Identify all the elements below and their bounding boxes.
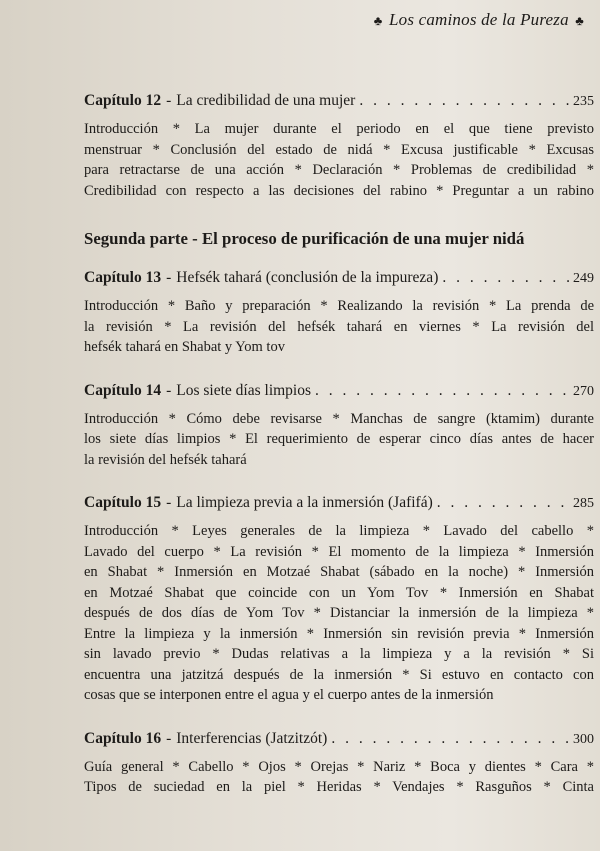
chapter-summary bbox=[84, 296, 594, 358]
summary-line: Tipos de suciedad en la piel * Heridas * Vendajes * Rasguños * Cinta bbox=[84, 779, 594, 795]
chapter-heading bbox=[84, 269, 594, 287]
chapter-title: La credibilidad de una mujer bbox=[176, 92, 356, 109]
chapter-heading bbox=[84, 92, 594, 110]
separator: - bbox=[166, 494, 172, 511]
chapter-label: Capítulo 14 bbox=[84, 381, 162, 399]
separator: - bbox=[166, 92, 172, 109]
summary-line: encuentra una jatzitzá después de la inmersión * Si estuvo en contacto con bbox=[84, 666, 594, 683]
page-number: 300 bbox=[573, 731, 594, 747]
chapter-label: Capítulo 13 bbox=[84, 269, 162, 286]
separator: - bbox=[166, 269, 172, 286]
running-header bbox=[372, 10, 586, 30]
separator: - bbox=[166, 729, 172, 747]
chapter-label: Capítulo 15 bbox=[84, 494, 162, 511]
summary-line: después de dos días de Yom Tov * Distanciar la inmersión de la limpieza * bbox=[84, 605, 594, 621]
dot-leader bbox=[359, 92, 569, 110]
toc-entry-chapter-16 bbox=[84, 730, 594, 798]
summary-line: Guía general * Cabello * Ojos * Orejas * Nariz * Boca y dientes * Cara * bbox=[84, 758, 594, 775]
chapter-label: Capítulo 16 bbox=[84, 729, 162, 747]
toc-entry-chapter-14 bbox=[84, 382, 594, 471]
chapter-title: Hefsék tahará (conclusión de la impureza) bbox=[176, 269, 439, 286]
summary-line: la revisión del hefsék tahará bbox=[84, 451, 247, 468]
page-number: 249 bbox=[573, 271, 594, 286]
ornament-left-icon: ♣ bbox=[373, 13, 383, 28]
part-heading bbox=[84, 229, 594, 249]
chapter-title: La limpieza previa a la inmersión (Jafifá) bbox=[176, 494, 433, 511]
table-of-contents bbox=[84, 92, 594, 822]
chapter-summary bbox=[84, 521, 594, 706]
chapter-heading bbox=[84, 382, 594, 400]
summary-line: para retractarse de una acción * Declaración * Problemas de credibilidad * bbox=[84, 162, 594, 178]
summary-line: Credibilidad con respecto a las decisiones del rabino * Preguntar a un rabino bbox=[84, 182, 594, 199]
dot-leader bbox=[331, 730, 569, 748]
page-number: 235 bbox=[573, 94, 594, 109]
chapter-title: Interferencias (Jatzitzót) bbox=[176, 729, 328, 747]
separator: - bbox=[166, 381, 172, 399]
summary-line: la revisión * La revisión del hefsék tahará en viernes * La revisión del bbox=[84, 318, 594, 335]
summary-line: Entre la limpieza y la inmersión * Inmersión sin revisión previa * Inmersión bbox=[84, 625, 594, 642]
ornament-right-icon: ♣ bbox=[575, 13, 584, 28]
chapter-summary bbox=[84, 757, 594, 798]
toc-entry-chapter-15 bbox=[84, 494, 594, 706]
chapter-label: Capítulo 12 bbox=[84, 92, 162, 109]
dot-leader bbox=[315, 382, 569, 400]
summary-line: en Motzaé Shabat que coincide con un Yom Tov * Inmersión en Shabat bbox=[84, 584, 594, 601]
summary-line: Introducción * Cómo debe revisarse * Manchas de sangre (ktamim) durante bbox=[84, 410, 594, 427]
dot-leader bbox=[442, 269, 569, 287]
summary-line: Lavado del cuerpo * La revisión * El momento de la limpieza * Inmersión bbox=[84, 543, 594, 560]
summary-line: menstruar * Conclusión del estado de nidá * Excusa justificable * Excusas bbox=[84, 141, 594, 158]
summary-line: en Shabat * Inmersión en Motzaé Shabat (sábado en la noche) * Inmersión bbox=[84, 564, 594, 580]
part-title: El proceso de purificación de una mujer nidá bbox=[201, 229, 525, 248]
summary-line: cosas que se interponen entre el agua y el cuerpo antes de la inmersión bbox=[84, 687, 494, 703]
part-label: Segunda parte bbox=[84, 229, 188, 248]
summary-line: Introducción * La mujer durante el periodo en el que tiene previsto bbox=[84, 121, 594, 137]
chapter-title: Los siete días limpios bbox=[176, 381, 312, 399]
toc-entry-chapter-13 bbox=[84, 269, 594, 358]
running-header-title: Los caminos de la Pureza bbox=[388, 10, 569, 29]
summary-line: Introducción * Baño y preparación * Realizando la revisión * La prenda de bbox=[84, 298, 594, 314]
summary-line: Introducción * Leyes generales de la limpieza * Lavado del cabello * bbox=[84, 523, 594, 539]
chapter-heading bbox=[84, 494, 594, 512]
chapter-summary bbox=[84, 119, 594, 201]
summary-line: sin lavado previo * Dudas relativas a la limpieza y a la revisión * Si bbox=[84, 646, 594, 662]
page-number: 270 bbox=[573, 383, 594, 399]
dot-leader bbox=[437, 494, 569, 512]
chapter-heading bbox=[84, 730, 594, 748]
toc-entry-chapter-12 bbox=[84, 92, 594, 201]
summary-line: los siete días limpios * El requerimiento de esperar cinco días antes de hacer bbox=[84, 431, 594, 447]
chapter-summary bbox=[84, 409, 594, 471]
separator: - bbox=[192, 229, 198, 248]
page-number: 285 bbox=[573, 496, 594, 511]
summary-line: hefsék tahará en Shabat y Yom tov bbox=[84, 339, 285, 355]
